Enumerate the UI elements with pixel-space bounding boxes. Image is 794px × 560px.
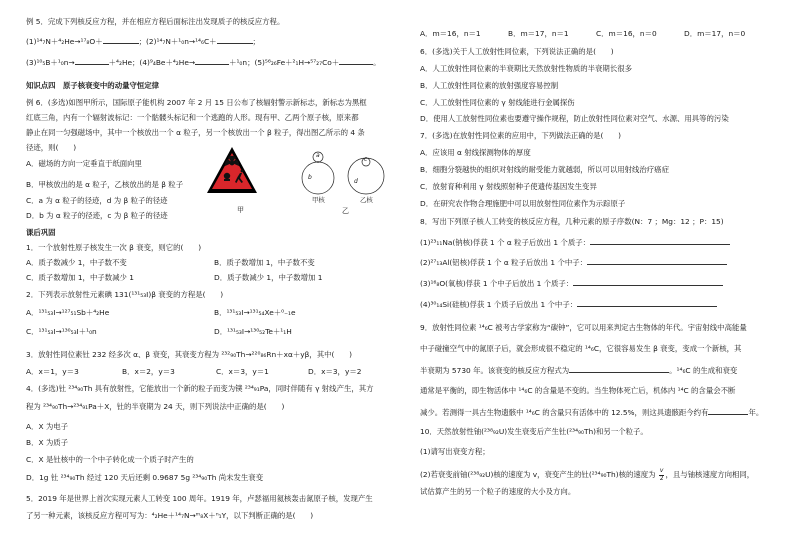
example-6-option: B．甲核放出的是 α 粒子，乙核放出的是 β 粒子 <box>26 180 184 189</box>
question-10-part-2: (2)若衰变前铀(²³⁸₉₂U)核的速度为 v，衰变产生的钍(²³⁴₉₀Th)核的速度为 $\frac{v}{2}$ ，且与铀核速度方向相同， <box>420 467 755 482</box>
answer-blank[interactable] <box>103 35 139 44</box>
question-9-line: 半衰期为 5730 年。该衰变的核反应方程式为 。¹⁴₆C 的生成和衰变 <box>420 366 738 375</box>
equation-2: (2)¹⁴₇N＋¹₀n→¹⁴₆C＋ <box>146 37 217 46</box>
example-6-line: 径迹，则( ) <box>26 143 77 152</box>
question-7-option: D．在研究农作物合理施肥中可以用放射性同位素作为示踪原子 <box>420 199 626 208</box>
answer-blank[interactable] <box>339 56 373 65</box>
option-d: D．¹³¹₅₃I→¹³⁰₅₂Te＋¹₁H <box>214 327 292 336</box>
figure-label-yi: 乙 <box>342 207 349 215</box>
question-8: 8．写出下列原子核人工转变的核反应方程，几种元素的原子序数(N：7 ；Mg：12 ；P：15) <box>420 217 724 226</box>
example-6-line: 例 6．(多选)如图甲所示，国际原子能机构 2007 年 2 月 15 日公布了核辐射警示新标志，新标志为黑框 <box>26 98 367 107</box>
question-8-item: (4)³⁰₁₄Si(硅核)俘获 1 个质子后放出 1 个中子： <box>420 298 717 311</box>
question-4-option: C．X 是钍核中的一个中子转化成一个质子时产生的 <box>26 455 194 464</box>
question-7-option: C．放射育种利用 γ 射线照射种子使遗传基因发生变异 <box>420 182 597 191</box>
option-b: B．m＝17，n＝1 <box>508 29 569 38</box>
answer-blank[interactable] <box>573 277 723 286</box>
answer-blank[interactable] <box>590 236 730 245</box>
answer-blank[interactable] <box>708 406 748 415</box>
question-5-line: 5．2019 年是世界上首次实现元素人工转变 100 周年。1919 年，卢瑟福用氦核轰击氮原子核，发现产生 <box>26 494 373 503</box>
track-label-d: d <box>354 178 358 185</box>
option-a: A．m＝16，n＝1 <box>420 29 481 38</box>
knowledge-point-heading: 知识点四 原子核衰变中的动量守恒定律 <box>26 81 160 90</box>
example-6-option: A．磁场的方向一定垂直于纸面向里 <box>26 159 142 168</box>
question-9-line: 减少。若测得一具古生物遗骸中 ¹⁴₆C 的含量只有活体中的 12.5%，则这具遗骸距今约有 年。 <box>420 408 764 417</box>
question-4-line: 程为 ²³⁴₉₀Th→²³⁴₉₁Pa＋X，钍的半衰期为 24 天，则下列说法中正确的是( ) <box>26 402 285 411</box>
question-6: 6．(多选)关于人工放射性同位素，下列说法正确的是( ) <box>420 47 614 56</box>
figure-label-jia: 甲 <box>237 206 244 214</box>
answer-blank[interactable] <box>587 256 727 265</box>
option-d: D．质子数减少 1，中子数增加 1 <box>214 273 323 282</box>
question-10-part-1: (1)请写出衰变方程； <box>420 447 490 456</box>
question-4-option: A．X 为电子 <box>26 422 69 431</box>
track-label-a: a <box>316 152 320 159</box>
option-b: B．质子数增加 1，中子数不变 <box>214 258 315 267</box>
question-3: 3．放射性同位素钍 232 经多次 α、β 衰变，其衰变方程为 ²³²₉₀Th→²²⁰₈₆Rn＋xα＋yβ，其中( ) <box>26 350 353 359</box>
option-a: A．质子数减少 1，中子数不变 <box>26 258 127 267</box>
radiation-warning-sign-icon <box>204 143 260 199</box>
answer-blank[interactable] <box>195 56 229 65</box>
option-c: C．质子数增加 1，中子数减少 1 <box>26 273 134 282</box>
answer-blank[interactable] <box>577 298 717 307</box>
option-c: C．m＝16，n＝0 <box>596 29 657 38</box>
example-6-option: C．a 为 α 粒子的径迹，d 为 β 粒子的径迹 <box>26 196 168 205</box>
option-a: A．¹³¹₅₃I→¹²⁷₅₁Sb＋⁴₂He <box>26 308 110 317</box>
track-circle-b <box>302 162 334 194</box>
question-4-option: D．1g 钍 ²³⁴₉₀Th 经过 120 天后还剩 0.9687 5g ²³⁴₉₀Th 尚未发生衰变 <box>26 473 264 482</box>
question-10: 10．天然放射性铀(²³⁸₉₂U)发生衰变后产生钍(²³⁴₉₀Th)和另一个粒子。 <box>420 427 648 436</box>
question-6-option: B．人工放射性同位素的放射强度容易控制 <box>420 81 559 90</box>
question-8-item: (3)¹⁶₈O(氧核)俘获 1 个中子后放出 1 个质子： <box>420 277 723 290</box>
question-6-option: D．使用人工放射性同位素也要遵守操作规程，防止放射性同位素对空气、水源、用具等的污染 <box>420 114 729 123</box>
track-label-b: b <box>308 174 312 181</box>
equation-4: ＋⁴₂He；(4)⁹₄Be＋⁴₂He→ <box>108 58 196 67</box>
option-c: C．x＝3，y＝1 <box>216 367 269 376</box>
question-6-option: C．人工放射性同位素的 γ 射线能进行金属探伤 <box>420 98 575 107</box>
question-10-part-2-cont: 试估算产生的另一个粒子的速度的大小及方向。 <box>420 487 576 496</box>
example-5-row-1: (1)¹⁴₇N＋⁴₂He→¹⁷₈O＋ ；(2)¹⁴₇N＋¹₀n→¹⁴₆C＋ ； <box>26 37 260 46</box>
option-d: D．x＝3，y＝2 <box>308 367 362 376</box>
option-b: B．x＝2，y＝3 <box>122 367 175 376</box>
question-5-line: 了另一种元素，该核反应方程可写为：⁴₂He＋¹⁴₇N→ᵐ₈X＋ⁿ₁Y，以下判断正确的是( ) <box>26 511 314 520</box>
example-5-title: 例 5．完成下列核反应方程，并在相应方程后面标注出发现质子的核反应方程。 <box>26 17 285 26</box>
equation-3: (3)¹⁰₅B＋¹₀n→ <box>26 58 75 67</box>
equation-5: ＋¹₀n；(5)⁵⁶₂₆Fe＋²₁H→⁵⁷₂₇Co＋ <box>229 58 340 67</box>
example-6-line: 红底三角，内有一个辐射波标记：一个骷髅头标记和一个逃跑的人形。现有甲、乙两个原子核，原来都 <box>26 113 359 122</box>
question-8-item: (1)²³₁₁Na(钠核)俘获 1 个 α 粒子后放出 1 个质子： <box>420 236 730 249</box>
answer-blank[interactable] <box>217 35 253 44</box>
question-7: 7．(多选)在放射性同位素的应用中，下列做法正确的是( ) <box>420 131 622 140</box>
question-4-line: 4．(多选)钍 ²³⁴₉₀Th 具有放射性，它能放出一个新的粒子而变为镤 ²³⁴₉₁Pa，同时伴随有 γ 射线产生，其方 <box>26 384 374 393</box>
question-8-item: (2)²⁷₁₃Al(铝核)俘获 1 个 α 粒子后放出 1 个中子： <box>420 256 727 269</box>
question-6-option: A．人工放射性同位素的半衰期比天然放射性物质的半衰期长很多 <box>420 64 632 73</box>
example-6-line: 静止在同一匀强磁场中，其中一个核放出一个 α 粒子，另一个核放出一个 β 粒子，得出图乙所示的 4 条 <box>26 128 365 137</box>
option-a: A．x＝1，y＝3 <box>26 367 79 376</box>
question-9-line: 中子碰撞空气中的氮原子后，就会形成很不稳定的 ¹⁴₆C，它很容易发生 β 衰变，变成一个新核，其 <box>420 344 742 353</box>
figure-label-jiahe: 甲核 <box>312 196 325 204</box>
velocity-fraction: $\frac{v}{2}$ <box>659 467 664 482</box>
answer-blank[interactable] <box>569 364 669 373</box>
question-7-option: B．细胞分裂越快的组织对射线的耐受能力就越弱，所以可以用射线治疗癌症 <box>420 165 669 174</box>
answer-blank[interactable] <box>75 56 109 65</box>
example-6-option: D．b 为 α 粒子的径迹，c 为 β 粒子的径迹 <box>26 211 168 220</box>
equation-1: (1)¹⁴₇N＋⁴₂He→¹⁷₈O＋ <box>26 37 103 46</box>
figure-label-yihe: 乙核 <box>360 196 373 204</box>
review-heading: 课后巩固 <box>26 228 56 237</box>
option-b: B．¹³¹₅₃I→¹³¹₅₄Xe＋⁰₋₁e <box>214 308 296 317</box>
question-9-line: 9．放射性同位素 ¹⁴₆C 被考古学家称为“碳钟”，它可以用来判定古生物体的年代。宇宙射线中高能量 <box>420 323 747 332</box>
question-2: 2．下列表示放射性元素碘 131(¹³¹₅₃I)β 衰变的方程是( ) <box>26 290 224 299</box>
option-d: D．m＝17，n＝0 <box>684 29 746 38</box>
question-1: 1．一个放射性原子核发生一次 β 衰变，则它的( ) <box>26 243 202 252</box>
example-5-row-2: (3)¹⁰₅B＋¹₀n→ ＋⁴₂He；(4)⁹₄Be＋⁴₂He→ ＋¹₀n；(5)⁵⁶₂₆Fe＋²₁H→⁵⁷₂₇Co＋ 。 <box>26 58 381 67</box>
option-c: C．¹³¹₅₃I→¹³⁰₅₃I＋¹₀n <box>26 327 97 336</box>
track-label-c: c <box>364 156 368 163</box>
question-4-option: B．X 为质子 <box>26 438 69 447</box>
question-7-option: A．应该用 α 射线探测物体的厚度 <box>420 148 531 157</box>
question-9-line: 通常是平衡的，即生物活体中 ¹⁴₆C 的含量是不变的。当生物体死亡后，机体内 ¹⁴C 的含量会不断 <box>420 386 736 395</box>
